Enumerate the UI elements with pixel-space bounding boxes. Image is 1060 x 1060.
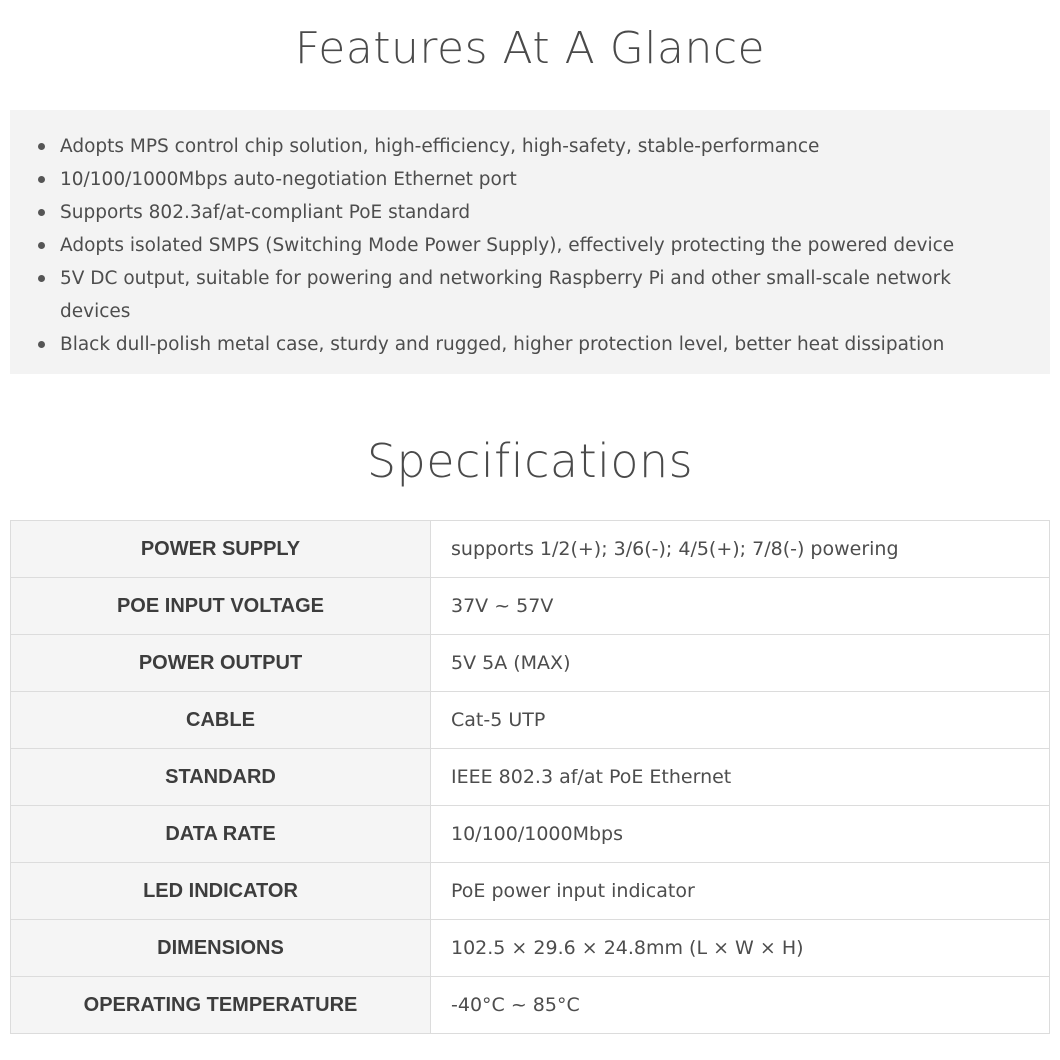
feature-item [10,262,1050,328]
features-box [10,110,1050,374]
feature-text: 10/100/1000Mbps auto-negotiation Ethernet port [60,169,517,190]
specifications-table [10,520,1050,1034]
table-row [11,521,1050,578]
bullet-icon [38,242,45,249]
spec-value: 10/100/1000Mbps [431,806,1050,863]
bullet-icon [38,143,45,150]
spec-label: CABLE [11,692,431,749]
spec-label: DIMENSIONS [11,920,431,977]
table-row [11,977,1050,1034]
table-row [11,578,1050,635]
spec-label: POWER SUPPLY [11,521,431,578]
feature-text: Adopts MPS control chip solution, high-efficiency, high-safety, stable-performance [60,136,820,157]
spec-value: Cat-5 UTP [431,692,1050,749]
bullet-icon [38,209,45,216]
spec-value: PoE power input indicator [431,863,1050,920]
spec-label: STANDARD [11,749,431,806]
bullet-icon [38,341,45,348]
table-row [11,920,1050,977]
spec-label: DATA RATE [11,806,431,863]
spec-value: supports 1/2(+); 3/6(-); 4/5(+); 7/8(-) powering [431,521,1050,578]
feature-item [10,328,1050,361]
feature-item [10,130,1050,163]
feature-item [10,163,1050,196]
feature-text: 5V DC output, suitable for powering and networking Raspberry Pi and other small-scale network devices [60,268,951,322]
features-title: Features At A Glance [294,23,766,74]
spec-value: 102.5 × 29.6 × 24.8mm (L × W × H) [431,920,1050,977]
spec-label: POE INPUT VOLTAGE [11,578,431,635]
table-row [11,749,1050,806]
feature-text: Adopts isolated SMPS (Switching Mode Power Supply), effectively protecting the powered device [60,235,955,256]
spec-value: IEEE 802.3 af/at PoE Ethernet [431,749,1050,806]
spec-label: POWER OUTPUT [11,635,431,692]
spec-label: OPERATING TEMPERATURE [11,977,431,1034]
feature-item [10,196,1050,229]
feature-text: Black dull-polish metal case, sturdy and rugged, higher protection level, better heat dissipation [60,334,945,355]
table-row [11,692,1050,749]
spec-value: 37V ~ 57V [431,578,1050,635]
specifications-title: Specifications [366,434,694,488]
bullet-icon [38,176,45,183]
spec-label: LED INDICATOR [11,863,431,920]
feature-item [10,229,1050,262]
table-row [11,806,1050,863]
feature-text: Supports 802.3af/at-compliant PoE standard [60,202,471,223]
bullet-icon [38,275,45,282]
features-list [10,130,1050,361]
table-row [11,863,1050,920]
spec-value: 5V 5A (MAX) [431,635,1050,692]
spec-value: -40°C ~ 85°C [431,977,1050,1034]
table-row [11,635,1050,692]
